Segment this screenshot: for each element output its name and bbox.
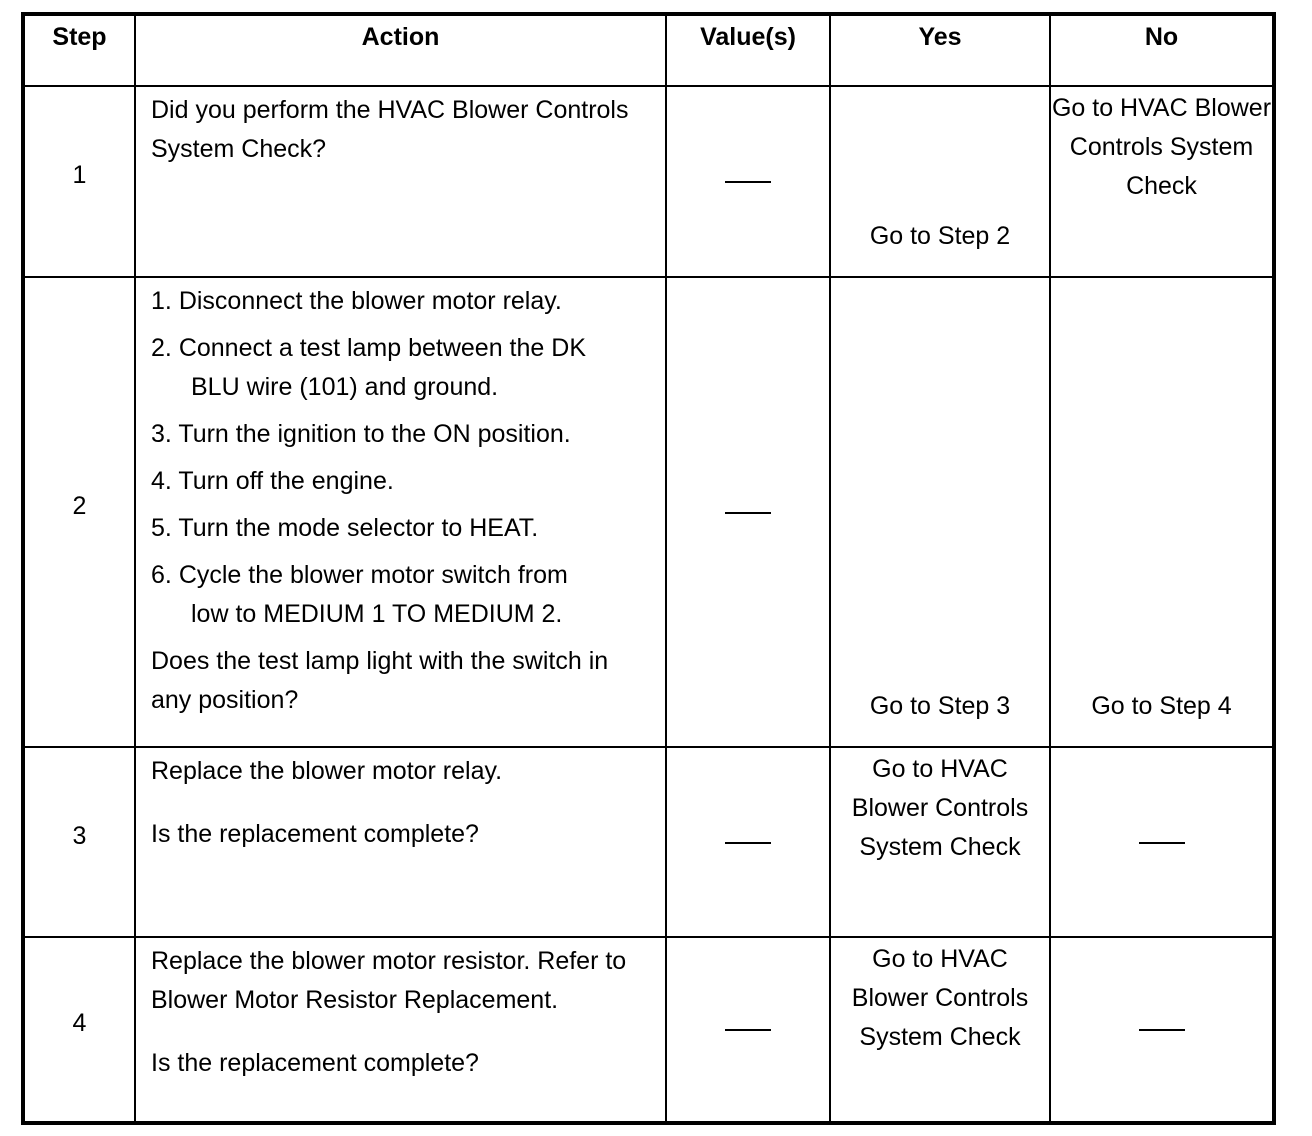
action-text: Replace the blower motor resistor. Refer to Blower Motor Resistor Replacement.	[151, 947, 627, 1014]
yes-cell: Go to HVAC Blower Controls System Check	[830, 937, 1050, 1123]
table-row	[23, 937, 1274, 1123]
action-text: Replace the blower motor relay.	[151, 757, 503, 785]
header-action: Action	[135, 14, 666, 86]
action-steps-list	[151, 282, 651, 634]
empty-value-dash	[725, 512, 771, 514]
table-row	[23, 747, 1274, 937]
empty-value-dash	[725, 1029, 771, 1031]
action-question: Does the test lamp light with the switch in any position?	[151, 647, 609, 714]
step-number-cell	[23, 937, 135, 1123]
value-cell	[666, 937, 830, 1123]
list-item: 2. Connect a test lamp between the DK BLU wire (101) and ground.	[151, 334, 586, 401]
header-no: No	[1050, 14, 1274, 86]
action-cell	[135, 86, 666, 277]
empty-value-dash	[1139, 1029, 1185, 1031]
empty-value-dash	[725, 842, 771, 844]
no-cell: Go to HVAC Blower Controls System Check	[1050, 86, 1274, 277]
header-step: Step	[23, 14, 135, 86]
step-number-cell	[23, 86, 135, 277]
step-number: 1	[72, 161, 87, 189]
action-question: Did you perform the HVAC Blower Controls System Check?	[151, 96, 629, 163]
diagnostic-table	[21, 12, 1276, 1125]
no-cell: Go to Step 4	[1050, 277, 1274, 747]
yes-cell: Go to Step 2	[830, 86, 1050, 277]
list-item: 3. Turn the ignition to the ON position.	[151, 420, 571, 448]
empty-value-dash	[1139, 842, 1185, 844]
header-yes: Yes	[830, 14, 1050, 86]
list-item: 4. Turn off the engine.	[151, 467, 394, 495]
action-question: Is the replacement complete?	[151, 820, 479, 848]
action-question: Is the replacement complete?	[151, 1049, 479, 1077]
table-row	[23, 277, 1274, 747]
action-cell	[135, 937, 666, 1123]
value-cell	[666, 747, 830, 937]
no-cell	[1050, 747, 1274, 937]
list-item: 5. Turn the mode selector to HEAT.	[151, 514, 539, 542]
table-row	[23, 86, 1274, 277]
step-number: 4	[72, 1009, 87, 1037]
value-cell	[666, 277, 830, 747]
step-number: 3	[72, 821, 87, 850]
step-number: 2	[72, 491, 87, 520]
step-number-cell	[23, 747, 135, 937]
empty-value-dash	[725, 181, 771, 183]
action-cell	[135, 277, 666, 747]
step-number-cell	[23, 277, 135, 747]
action-cell	[135, 747, 666, 937]
no-cell	[1050, 937, 1274, 1123]
value-cell	[666, 86, 830, 277]
header-values: Value(s)	[666, 14, 830, 86]
list-item: 6. Cycle the blower motor switch from low to MEDIUM 1 TO MEDIUM 2.	[151, 561, 568, 628]
yes-cell: Go to HVAC Blower Controls System Check	[830, 747, 1050, 937]
yes-cell: Go to Step 3	[830, 277, 1050, 747]
list-item: 1. Disconnect the blower motor relay.	[151, 287, 562, 315]
header-row	[23, 14, 1274, 86]
